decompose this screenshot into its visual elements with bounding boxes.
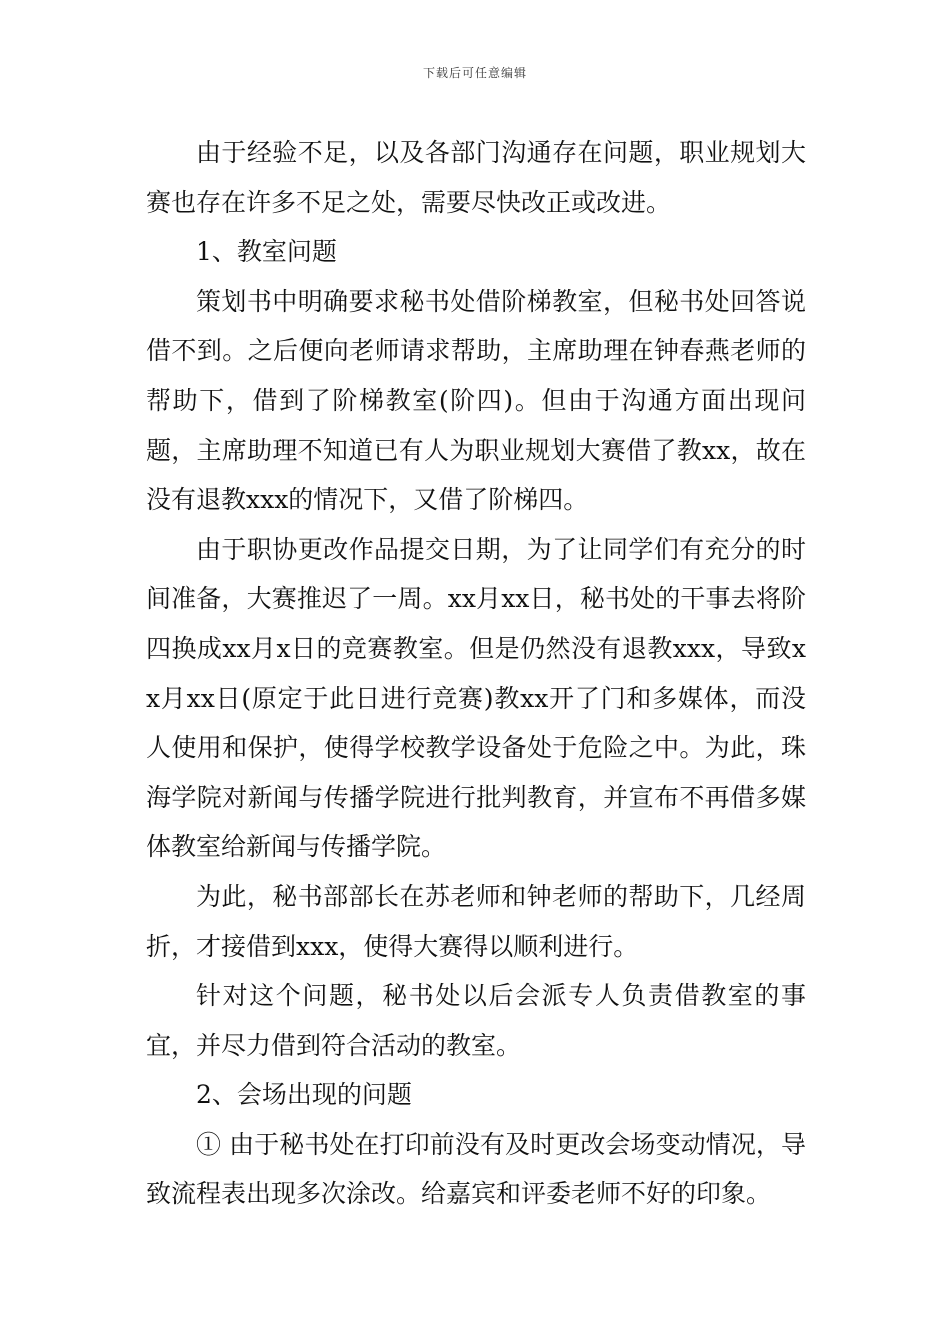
section-heading-classroom: 1、教室问题 — [196, 237, 337, 267]
document-body — [146, 128, 806, 1219]
paragraph-intro: 由于经验不足，以及各部门沟通存在问题，职业规划大赛也存在许多不足之处，需要尽快改正或改进。 — [146, 138, 806, 217]
paragraph-classroom-booking: 策划书中明确要求秘书处借阶梯教室，但秘书处回答说借不到。之后便向老师请求帮助，主席助理在钟春燕老师的帮助下，借到了阶梯教室(阶四)。但由于沟通方面出现问题，主席助理不知道已有人为职业规划大赛借了教xx，故在没有退教xxx的情况下，又借了阶梯四。 — [146, 286, 806, 515]
paragraph-postponement: 由于职协更改作品提交日期，为了让同学们有充分的时间准备，大赛推迟了一周。xx月xx日，秘书处的干事去将阶四换成xx月x日的竞赛教室。但是仍然没有退教xxx，导致xx月xx日(原定于此日进行竞赛)教xx开了门和多媒体，而没人使用和保护，使得学校教学设备处于危险之中。为此，珠海学院对新闻与传播学院进行批判教育，并宣布不再借多媒体教室给新闻与传播学院。 — [146, 534, 806, 862]
paragraph-venue-issue-1: ① 由于秘书处在打印前没有及时更改会场变动情况，导致流程表出现多次涂改。给嘉宾和评委老师不好的印象。 — [146, 1129, 806, 1209]
paragraph-improvement: 针对这个问题，秘书处以后会派专人负责借教室的事宜，并尽力借到符合活动的教室。 — [146, 981, 806, 1060]
page-header: 下载后可任意编辑 — [422, 66, 527, 80]
section-heading-venue: 2、会场出现的问题 — [196, 1080, 412, 1110]
paragraph-resolution: 为此，秘书部部长在苏老师和钟老师的帮助下，几经周折，才接借到xxx，使得大赛得以顺利进行。 — [146, 881, 806, 961]
